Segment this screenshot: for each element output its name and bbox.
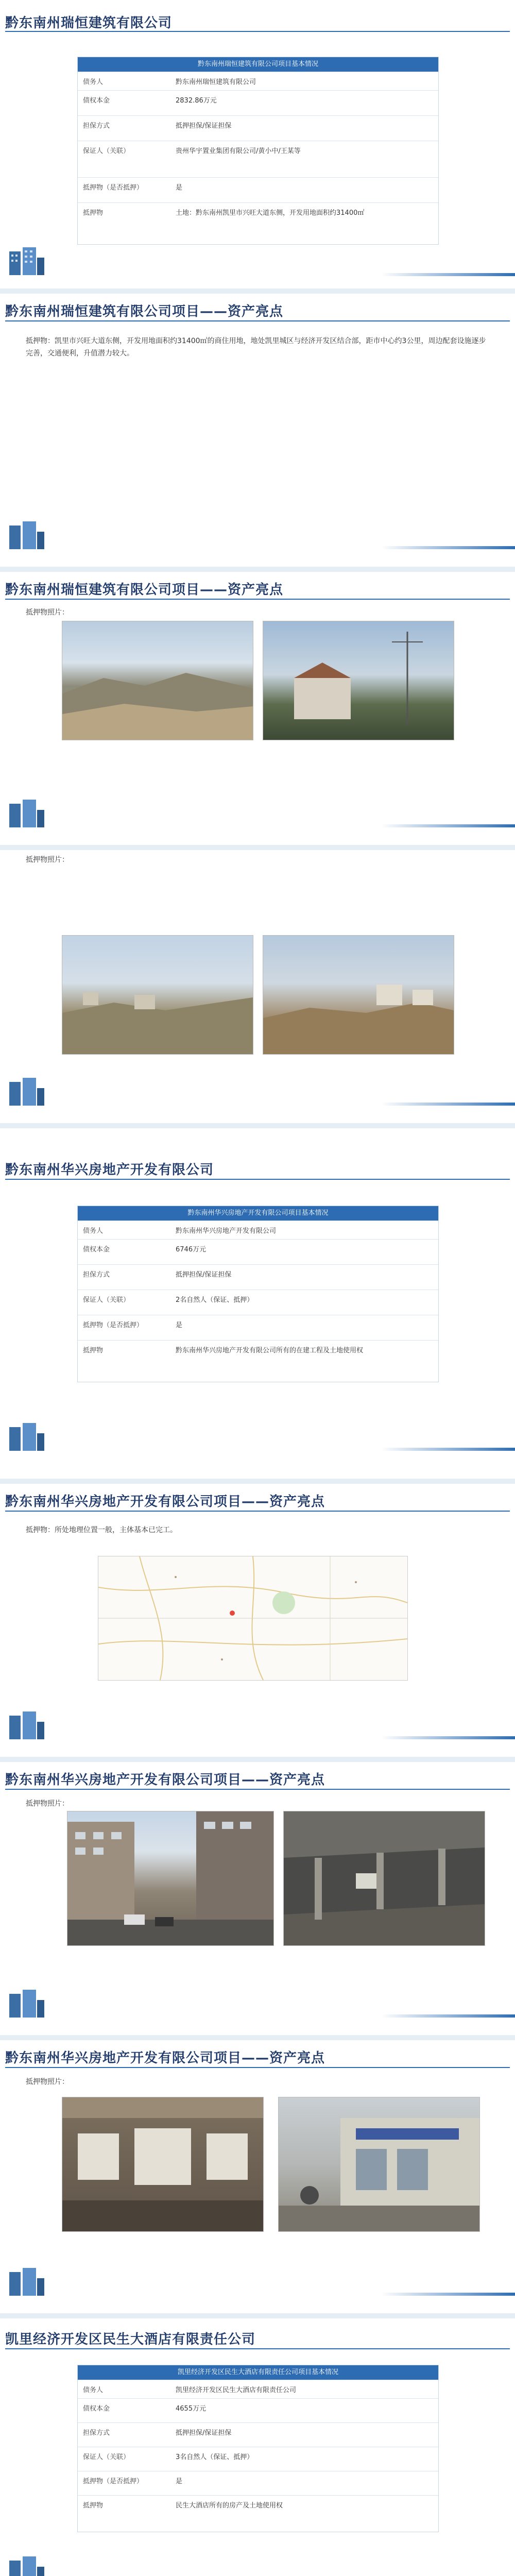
table-row: 担保方式 抵押担保/保证担保 xyxy=(78,2422,438,2447)
corner-accent xyxy=(381,546,515,549)
title-underline xyxy=(5,31,510,32)
building-logo-icon xyxy=(5,520,46,551)
corner-accent xyxy=(381,1736,515,1739)
highlights-text: 抵押物：凯里市兴旺大道东侧，开发用地面积约31400㎡的商住用地，地处凯里城区与经济开发区结合部，距市中心约3公里，周边配套设施逐步完善，交通便利，升值潜力较大。 xyxy=(26,337,486,358)
slide-separator xyxy=(0,289,515,294)
title-underline xyxy=(5,2348,510,2349)
collateral-photo xyxy=(62,621,253,740)
building-logo-icon xyxy=(5,1989,46,2020)
info-table xyxy=(77,57,439,245)
slide-separator xyxy=(0,845,515,850)
photos-label: 抵押物照片： xyxy=(26,2078,69,2086)
table-row: 抵押物（是否抵押） 是 xyxy=(78,2471,438,2495)
table-row: 保证人（关联） 3名自然人（保证、抵押） xyxy=(78,2447,438,2471)
title-underline xyxy=(5,1511,510,1512)
info-table xyxy=(77,2365,439,2532)
table-row: 抵押物 民生大酒店所有的房产及土地使用权 xyxy=(78,2495,438,2532)
slide-company-c-info xyxy=(0,2318,515,2576)
title-underline xyxy=(5,1789,510,1790)
slide-company-b-info xyxy=(0,1128,515,1479)
page-title: 凯里经济开发区民生大酒店有限责任公司 xyxy=(5,2332,256,2347)
info-table-header: 黔东南州瑞恒建筑有限公司项目基本情况 xyxy=(78,57,438,72)
slide-separator xyxy=(0,1479,515,1484)
table-row: 债务人 黔东南州瑞恒建筑有限公司 xyxy=(78,72,438,90)
info-table xyxy=(77,1206,439,1382)
photos-label: 抵押物照片： xyxy=(26,856,69,864)
slide-company-a-photos xyxy=(0,572,515,845)
location-map xyxy=(98,1556,408,1681)
corner-accent xyxy=(381,1103,515,1106)
info-table-header: 黔东南州华兴房地产开发有限公司项目基本情况 xyxy=(78,1206,438,1221)
table-row: 抵押物 土地：黔东南州凯里市兴旺大道东侧，开发用地面积约31400㎡ xyxy=(78,202,438,244)
table-row: 债务人 凯里经济开发区民生大酒店有限责任公司 xyxy=(78,2380,438,2398)
collateral-photo xyxy=(283,1811,485,1946)
section-title: 黔东南州华兴房地产开发有限公司项目——资产亮点 xyxy=(5,1494,325,1510)
slide-company-b-photos xyxy=(0,1762,515,2035)
page-title: 黔东南州华兴房地产开发有限公司 xyxy=(5,1162,214,1178)
page-title: 黔东南州瑞恒建筑有限公司 xyxy=(5,15,173,31)
collateral-photo xyxy=(67,1811,274,1946)
slide-company-a-highlights xyxy=(0,294,515,567)
photos-label: 抵押物照片： xyxy=(26,608,69,617)
table-row: 债权本金 6746万元 xyxy=(78,1239,438,1264)
collateral-photo xyxy=(62,2097,264,2232)
building-logo-icon xyxy=(5,1077,46,1108)
section-title: 黔东南州华兴房地产开发有限公司项目——资产亮点 xyxy=(5,1772,325,1788)
building-logo-icon xyxy=(5,2555,46,2576)
corner-accent xyxy=(381,273,515,276)
section-title: 黔东南州瑞恒建筑有限公司项目——资产亮点 xyxy=(5,582,284,598)
corner-accent xyxy=(381,2293,515,2296)
table-row: 保证人（关联） 2名自然人（保证、抵押） xyxy=(78,1290,438,1315)
slide-separator xyxy=(0,2035,515,2040)
slide-separator xyxy=(0,2313,515,2318)
corner-accent xyxy=(381,824,515,827)
section-title: 黔东南州瑞恒建筑有限公司项目——资产亮点 xyxy=(5,304,284,319)
table-row: 抵押物（是否抵押） 是 xyxy=(78,1315,438,1340)
title-underline xyxy=(5,1179,510,1180)
table-row: 抵押物 黔东南州华兴房地产开发有限公司所有的在建工程及土地使用权 xyxy=(78,1340,438,1382)
building-logo-icon xyxy=(5,1422,46,1453)
building-logo-icon xyxy=(5,2267,46,2298)
building-logo-icon xyxy=(5,1710,46,1741)
collateral-photo xyxy=(278,2097,480,2232)
slide-separator xyxy=(0,1123,515,1128)
table-row: 债权本金 4655万元 xyxy=(78,2398,438,2422)
building-logo-icon xyxy=(5,799,46,829)
table-row: 债权本金 2832.86万元 xyxy=(78,90,438,115)
corner-accent xyxy=(381,1448,515,1451)
title-underline xyxy=(5,320,510,321)
slide-company-a-photos-2 xyxy=(0,850,515,1123)
section-title: 黔东南州华兴房地产开发有限公司项目——资产亮点 xyxy=(5,2050,325,2066)
slide-company-b-photos-2 xyxy=(0,2040,515,2313)
table-row: 抵押物（是否抵押） 是 xyxy=(78,177,438,202)
collateral-photo xyxy=(62,935,253,1055)
info-table-header: 凯里经济开发区民生大酒店有限责任公司项目基本情况 xyxy=(78,2365,438,2380)
slide-separator xyxy=(0,567,515,572)
location-text: 抵押物：所处地理位置一般，主体基本已完工。 xyxy=(26,1526,177,1534)
table-row: 保证人（关联） 贵州华宇置业集团有限公司/黄小中/王某等 xyxy=(78,141,438,177)
table-row: 担保方式 抵押担保/保证担保 xyxy=(78,115,438,141)
building-logo-icon xyxy=(5,246,46,277)
corner-accent xyxy=(381,2014,515,2018)
title-underline xyxy=(5,599,510,600)
slide-company-b-location xyxy=(0,1484,515,1757)
collateral-photo xyxy=(263,935,454,1055)
slide-separator xyxy=(0,1757,515,1762)
table-row: 债务人 黔东南州华兴房地产开发有限公司 xyxy=(78,1221,438,1239)
collateral-photo xyxy=(263,621,454,740)
table-row: 担保方式 抵押担保/保证担保 xyxy=(78,1264,438,1290)
title-underline xyxy=(5,2067,510,2068)
photos-label: 抵押物照片： xyxy=(26,1800,69,1808)
